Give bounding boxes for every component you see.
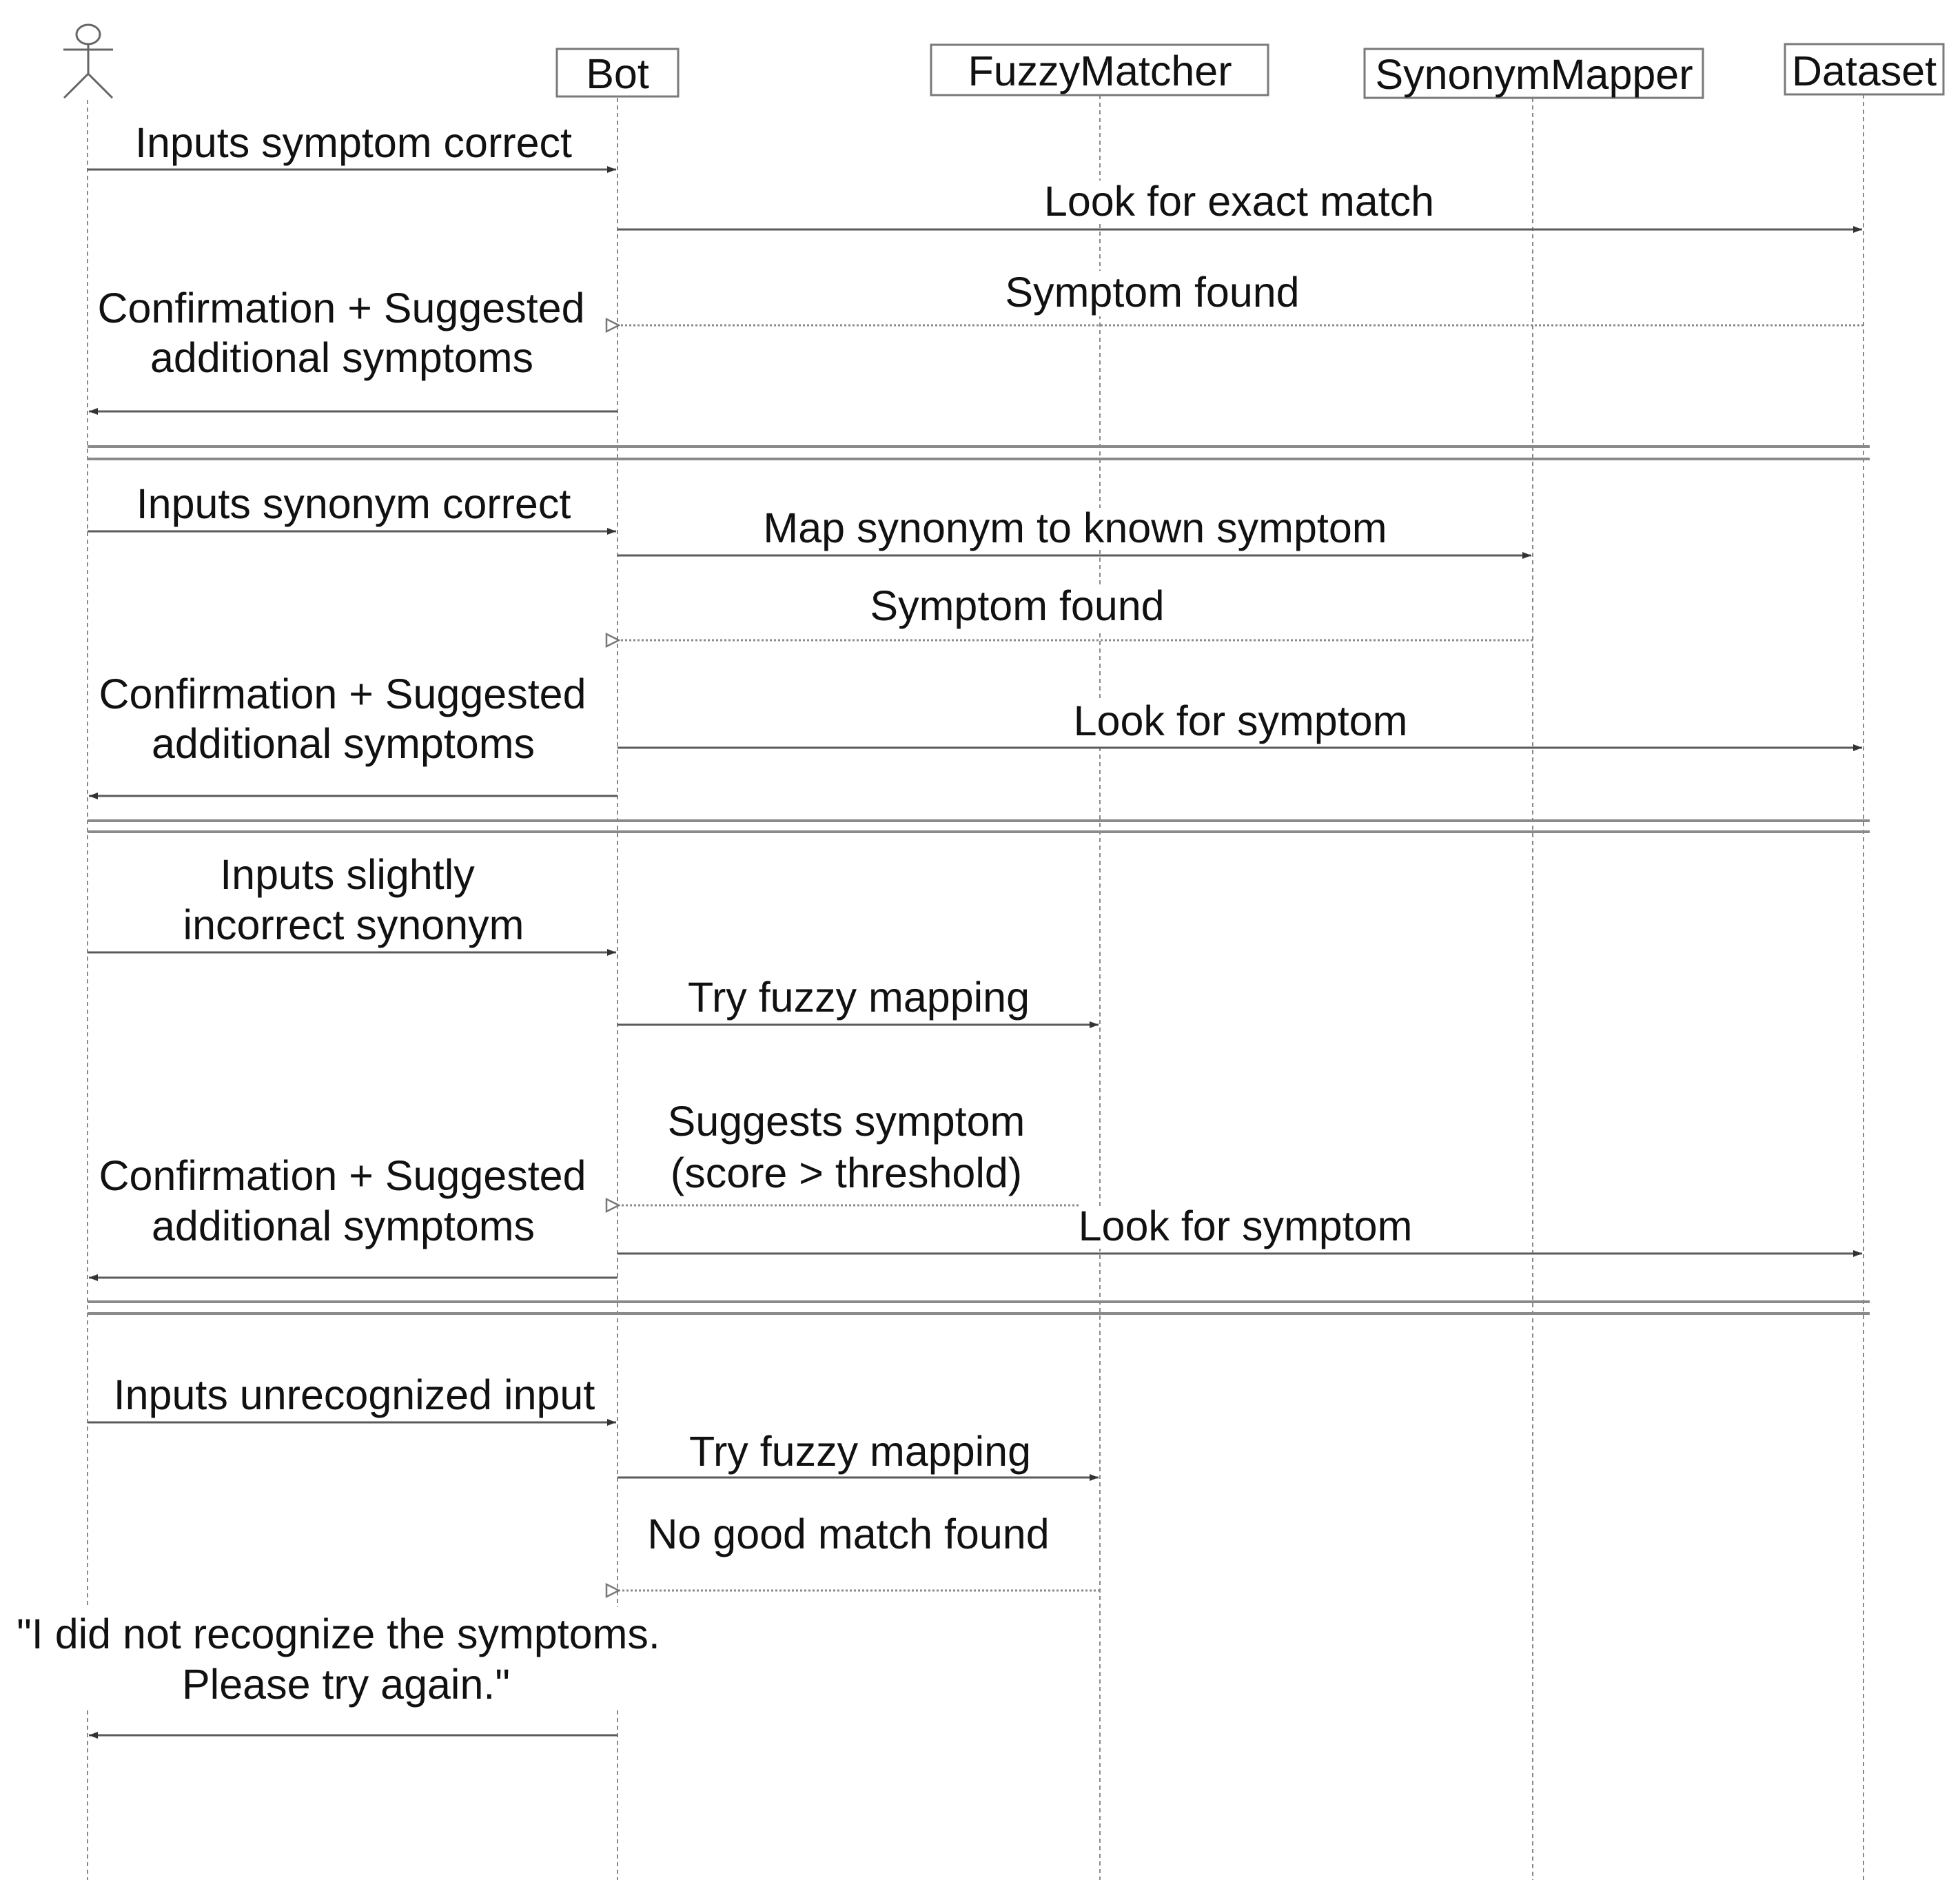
scenario-synonym-correct xyxy=(88,480,1862,796)
participant-label: Bot xyxy=(586,50,649,97)
message-label: Inputs symptom correct xyxy=(135,119,572,166)
scenario-separator xyxy=(88,821,1870,832)
message-label: No good match found xyxy=(647,1511,1050,1557)
message-label: Confirmation + Suggested xyxy=(99,671,586,717)
message-label: Look for symptom xyxy=(1078,1203,1413,1249)
scenario-symptom-correct xyxy=(88,119,1864,411)
message-label: "I did not recognize the symptoms. xyxy=(17,1610,660,1657)
message-label: Symptom found xyxy=(870,582,1165,629)
message-label: Try fuzzy mapping xyxy=(688,1428,1032,1475)
scenario-unrecognized-input xyxy=(17,1371,1100,1735)
participant-fuzzy-matcher xyxy=(931,45,1268,95)
message-label: Try fuzzy mapping xyxy=(687,974,1030,1021)
message-label: Map synonym to known symptom xyxy=(763,504,1387,551)
message-label: Inputs slightly xyxy=(220,851,475,898)
message-label: Look for exact match xyxy=(1043,178,1435,225)
message-label: additional symptoms xyxy=(150,334,534,381)
message-label: Symptom found xyxy=(1005,269,1300,316)
participant-synonym-mapper xyxy=(1365,49,1703,98)
participant-user xyxy=(63,25,113,98)
scenario-separator xyxy=(88,1302,1870,1313)
scenario-slightly-incorrect-synonym xyxy=(88,851,1862,1278)
message-label: Look for symptom xyxy=(1073,697,1408,744)
message-label: (score > threshold) xyxy=(670,1149,1023,1196)
stick-figure-icon xyxy=(63,25,113,98)
message-label: incorrect synonym xyxy=(183,901,524,948)
participant-label: Dataset xyxy=(1791,48,1937,94)
scenario-separator xyxy=(88,447,1870,459)
message-label: Confirmation + Suggested xyxy=(97,285,585,331)
message-label: Suggests symptom xyxy=(667,1098,1025,1145)
participant-label: FuzzyMatcher xyxy=(968,48,1232,94)
message-label: additional symptoms xyxy=(151,720,535,767)
message-label: Inputs unrecognized input xyxy=(113,1371,595,1418)
participant-dataset xyxy=(1785,44,1943,94)
participant-label: SynonymMapper xyxy=(1375,51,1693,98)
message-label: Confirmation + Suggested xyxy=(99,1152,586,1199)
message-label: Please try again." xyxy=(181,1661,511,1708)
participant-bot xyxy=(557,49,678,97)
message-label: Inputs synonym correct xyxy=(136,480,571,527)
message-label: additional symptoms xyxy=(151,1203,535,1249)
